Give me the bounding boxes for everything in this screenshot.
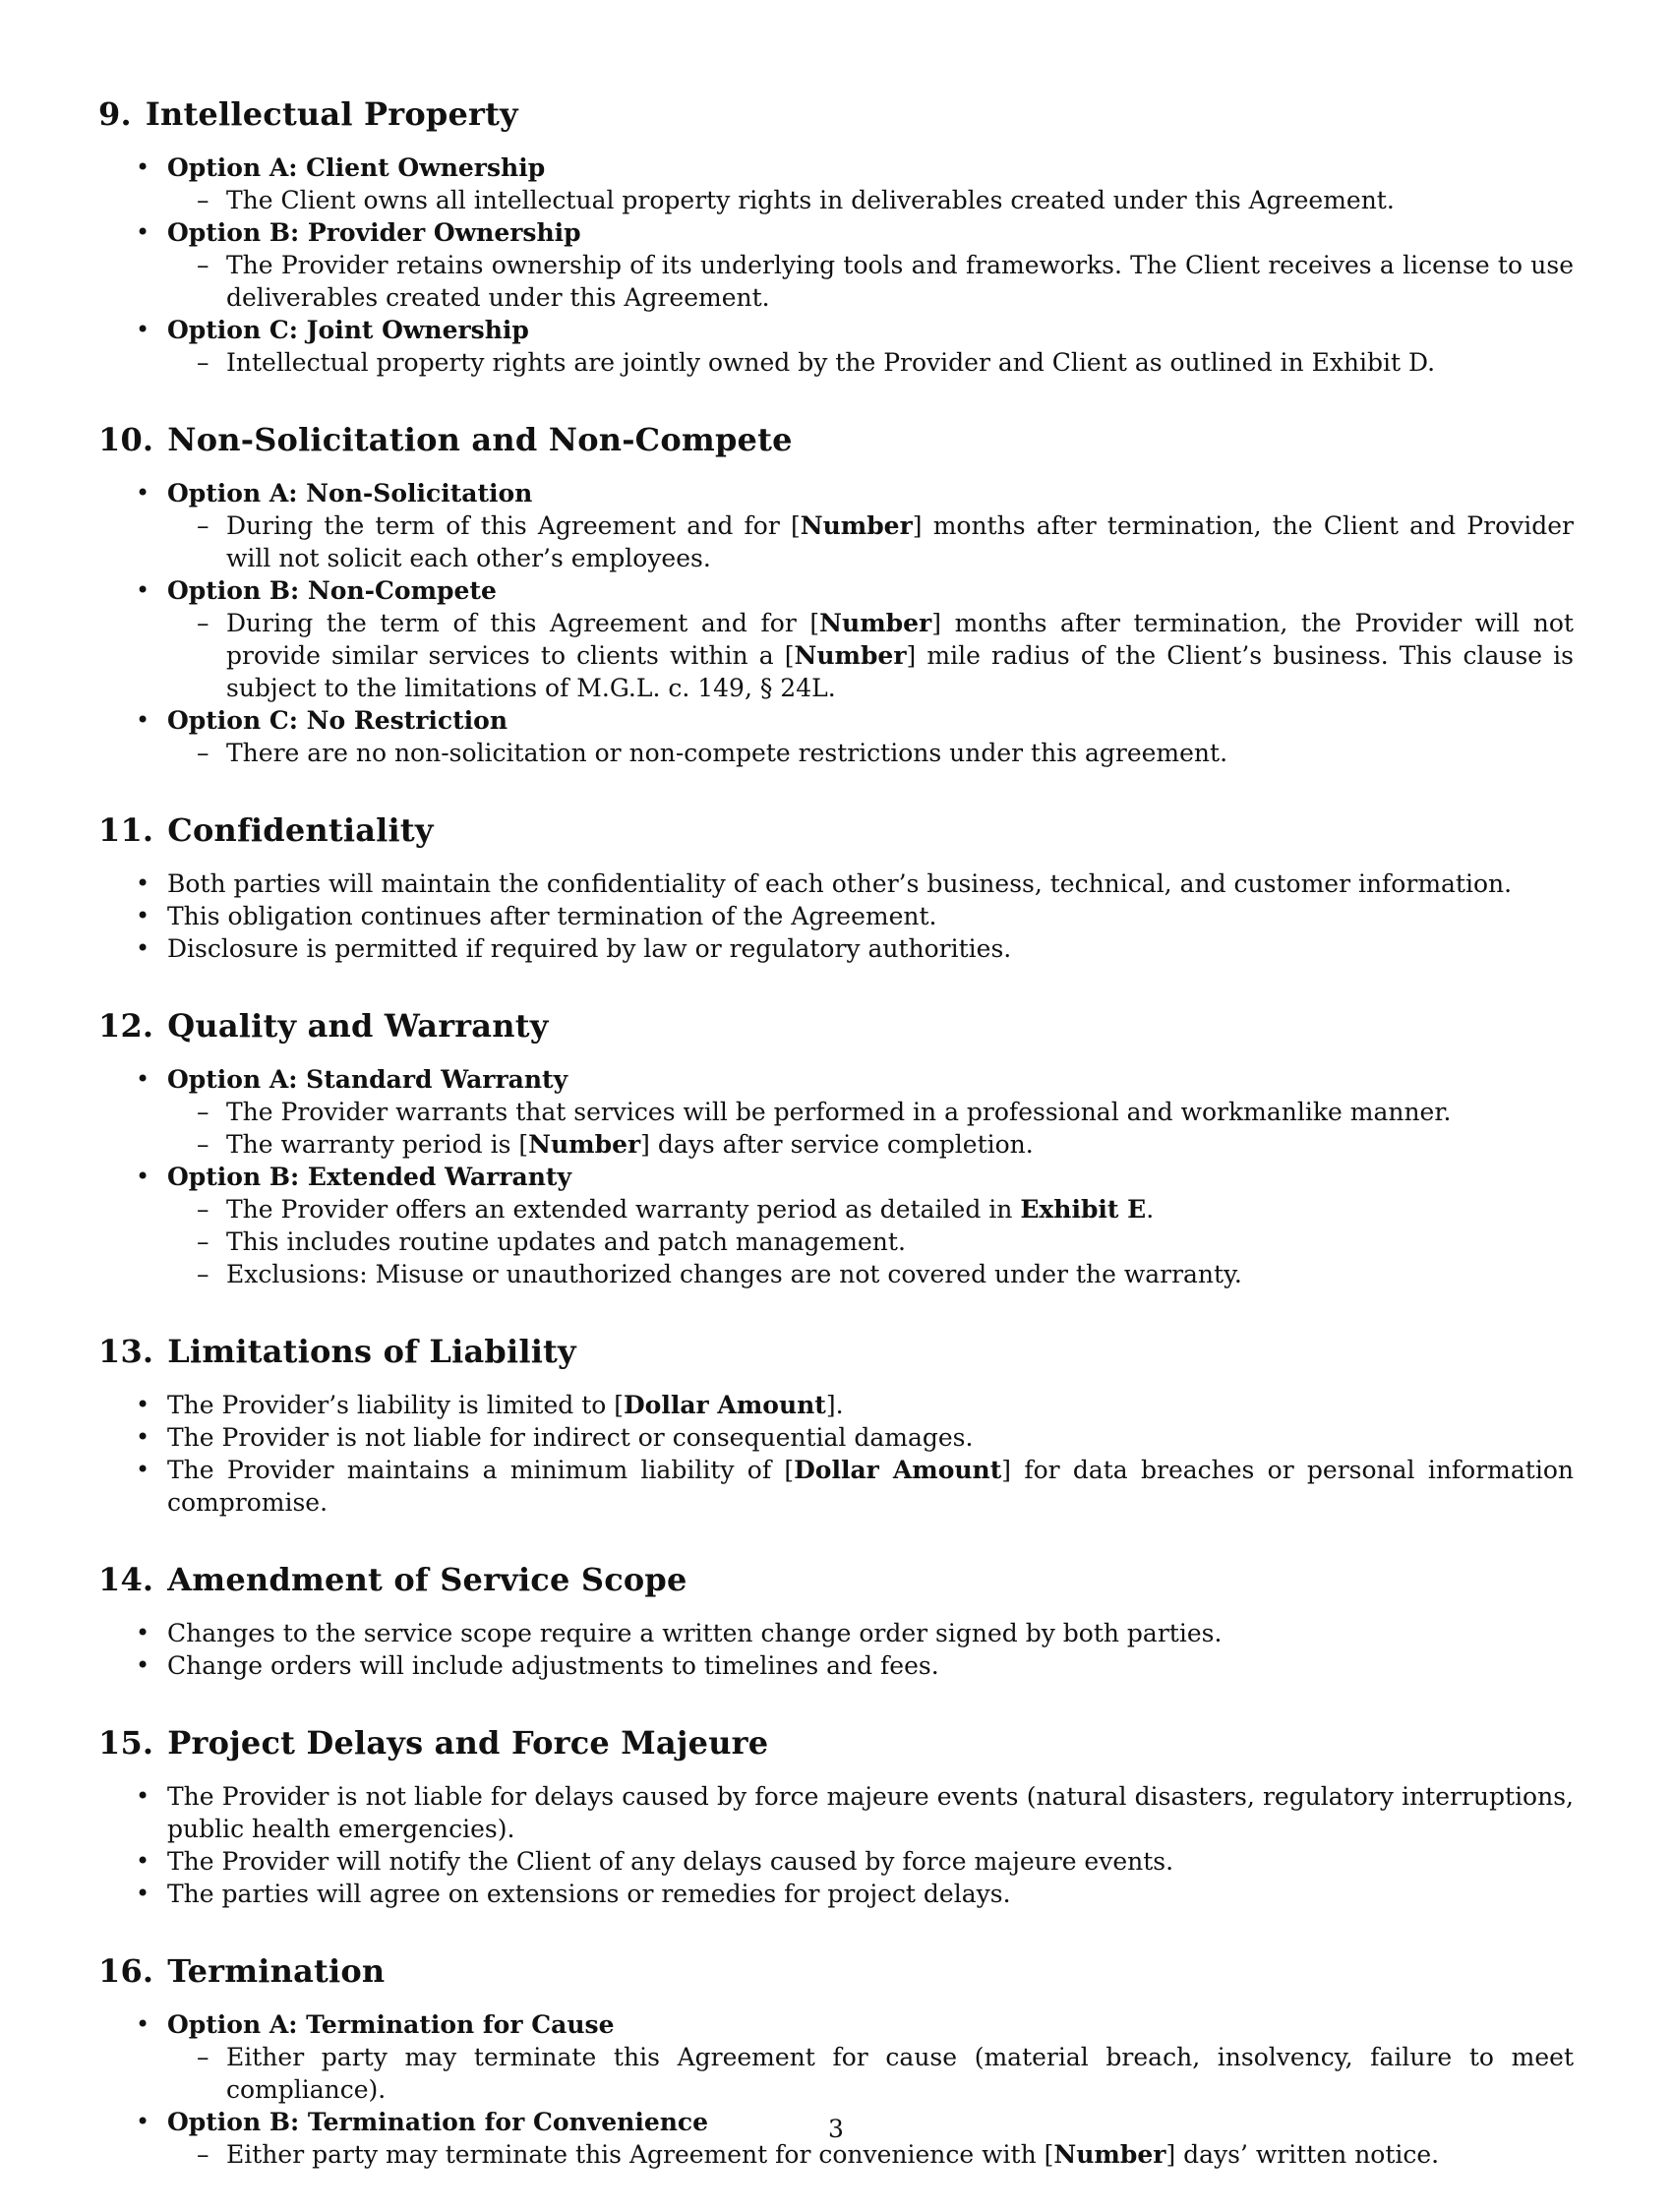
bold-text: Number — [1053, 2140, 1166, 2169]
option-title: • Option B: Extended Warranty — [167, 1163, 571, 1191]
option-title: • Option B: Provider Ownership — [167, 218, 581, 247]
list-item — [98, 151, 1574, 216]
section-title: Amendment of Service Scope — [167, 1561, 687, 1598]
section-title: Quality and Warranty — [167, 1007, 549, 1045]
text-run: The warranty period is [ — [226, 1130, 529, 1159]
section-heading — [98, 1332, 1574, 1371]
section-number: 16. — [98, 1952, 154, 1990]
list-item — [98, 1845, 1574, 1878]
text-run: Exclusions: Misuse or unauthorized changes are not covered under the warranty. — [226, 1260, 1242, 1288]
sub-list — [167, 1193, 1574, 1290]
list-item — [98, 1421, 1574, 1454]
text-run: ] for data breaches or personal information compromise. — [167, 1456, 1574, 1517]
section-title: Non-Solicitation and Non-Compete — [167, 421, 793, 458]
sub-list — [167, 607, 1574, 704]
list-item — [98, 704, 1574, 769]
bullet-list — [98, 1617, 1574, 1682]
bullet-text — [167, 1617, 1574, 1649]
option-title: • Option C: Joint Ownership — [167, 316, 529, 344]
section-amendment-of-service-scope — [98, 1560, 1574, 1682]
section-number: 15. — [98, 1724, 154, 1762]
section-limitations-of-liability — [98, 1332, 1574, 1519]
bullet-list — [98, 1780, 1574, 1910]
text-run: ] months after termination, the Provider will not provide similar services to clients within a [ — [226, 609, 1574, 670]
section-title: Confidentiality — [167, 811, 434, 849]
option-title: • Option A: Standard Warranty — [167, 1065, 568, 1094]
sub-list-item — [167, 1128, 1574, 1161]
section-title: Intellectual Property — [145, 95, 518, 133]
list-item — [98, 867, 1574, 900]
sub-list — [167, 1096, 1574, 1161]
sub-list — [167, 249, 1574, 314]
list-item — [98, 1063, 1574, 1161]
section-quality-and-warranty — [98, 1006, 1574, 1290]
bullet-text — [167, 1780, 1574, 1845]
bullet-text — [167, 932, 1574, 965]
text-run: Either party may terminate this Agreement for convenience with [ — [226, 2140, 1054, 2169]
text-run: The Provider will notify the Client of any delays caused by force majeure events. — [167, 1847, 1174, 1876]
bullet-list — [98, 1063, 1574, 1290]
section-number: 14. — [98, 1561, 154, 1598]
bullet-text — [167, 1421, 1574, 1454]
list-item — [98, 1161, 1574, 1290]
bullet-list — [98, 151, 1574, 379]
bold-text: Number — [800, 511, 913, 540]
section-heading — [98, 94, 1574, 134]
document-page — [98, 94, 1574, 2212]
text-run: The Client owns all intellectual property rights in deliverables created under this Agreement. — [226, 186, 1395, 214]
section-heading — [98, 1951, 1574, 1991]
option-title: • Option A: Termination for Cause — [167, 2010, 615, 2039]
sub-list — [167, 346, 1574, 379]
bold-text: Exhibit E — [1020, 1195, 1147, 1224]
text-run: The Provider retains ownership of its underlying tools and frameworks. The Client receives a license to use deliverables created under this Agreement. — [226, 251, 1574, 312]
sub-list-item — [167, 1096, 1574, 1128]
section-heading — [98, 420, 1574, 459]
list-item — [98, 2008, 1574, 2106]
section-project-delays-and-force-majeure — [98, 1723, 1574, 1910]
sub-list-item — [167, 509, 1574, 574]
section-title: Limitations of Liability — [167, 1333, 576, 1370]
list-item — [98, 216, 1574, 314]
bullet-list — [98, 867, 1574, 965]
sub-list — [167, 2041, 1574, 2106]
sub-list-item — [167, 1226, 1574, 1258]
bold-text: Dollar Amount — [794, 1456, 1002, 1484]
sub-list — [167, 509, 1574, 574]
bold-text: Number — [819, 609, 932, 637]
text-run: ] days’ written notice. — [1165, 2140, 1440, 2169]
text-run: The Provider is not liable for delays caused by force majeure events (natural disasters, regulatory interruptions, public health emergencies). — [167, 1782, 1574, 1843]
page-number: 3 — [828, 2115, 844, 2143]
text-run: This obligation continues after termination of the Agreement. — [167, 902, 937, 930]
section-number: 12. — [98, 1007, 154, 1045]
text-run: Both parties will maintain the confidentiality of each other’s business, technical, and customer information. — [167, 869, 1513, 898]
section-heading — [98, 1006, 1574, 1046]
sub-list-item — [167, 184, 1574, 216]
text-run: ] months after termination, the Client and Provider will not solicit each other’s employees. — [226, 511, 1574, 572]
text-run: Change orders will include adjustments to timelines and fees. — [167, 1651, 939, 1680]
bullet-text — [167, 900, 1574, 932]
text-run: During the term of this Agreement and for [ — [226, 609, 820, 637]
sub-list-item — [167, 737, 1574, 769]
bullet-text — [167, 1454, 1574, 1519]
text-run: . — [1146, 1195, 1155, 1224]
list-item — [98, 1389, 1574, 1421]
list-item — [98, 477, 1574, 574]
sub-list — [167, 184, 1574, 216]
section-number: 9. — [98, 95, 132, 133]
list-item — [98, 932, 1574, 965]
bullet-list — [98, 2008, 1574, 2171]
bold-text: Number — [528, 1130, 641, 1159]
bullet-text — [167, 867, 1574, 900]
text-run: Changes to the service scope require a written change order signed by both parties. — [167, 1619, 1223, 1647]
bullet-text — [167, 1649, 1574, 1682]
text-run: ]. — [825, 1391, 844, 1419]
text-run: Intellectual property rights are jointly owned by the Provider and Client as outlined in Exhibit D. — [226, 348, 1436, 377]
text-run: The Provider is not liable for indirect or consequential damages. — [167, 1423, 974, 1452]
section-title: Termination — [167, 1952, 386, 1990]
sub-list-item — [167, 607, 1574, 704]
text-run: The Provider offers an extended warranty period as detailed in — [226, 1195, 1021, 1224]
sub-list — [167, 737, 1574, 769]
text-run: The Provider maintains a minimum liability of [ — [167, 1456, 795, 1484]
section-heading — [98, 810, 1574, 850]
text-run: ] mile radius of the Client’s business. This clause is subject to the limitations of M.G.L. c. 149, § 24L. — [226, 641, 1574, 702]
text-run: The Provider’s liability is limited to [ — [167, 1391, 624, 1419]
section-title: Project Delays and Force Majeure — [167, 1724, 769, 1762]
text-run: There are no non-solicitation or non-compete restrictions under this agreement. — [226, 739, 1228, 767]
bold-text: Number — [794, 641, 907, 670]
section-confidentiality — [98, 810, 1574, 965]
sub-list-item — [167, 346, 1574, 379]
section-heading — [98, 1723, 1574, 1763]
text-run: Either party may terminate this Agreement for cause (material breach, insolvency, failure to meet compliance). — [226, 2043, 1574, 2104]
bullet-text — [167, 1845, 1574, 1878]
bullet-text — [167, 1878, 1574, 1910]
list-item — [98, 574, 1574, 704]
text-run: During the term of this Agreement and for [ — [226, 511, 801, 540]
list-item — [98, 1617, 1574, 1649]
option-title: • Option C: No Restriction — [167, 706, 508, 735]
bullet-list — [98, 1389, 1574, 1519]
list-item — [98, 900, 1574, 932]
bold-text: Dollar Amount — [624, 1391, 826, 1419]
section-heading — [98, 1560, 1574, 1599]
sub-list-item — [167, 1258, 1574, 1290]
bullet-list — [98, 477, 1574, 769]
list-item — [98, 314, 1574, 379]
text-run: The Provider warrants that services will be performed in a professional and workmanlike manner. — [226, 1098, 1452, 1126]
option-title: • Option A: Client Ownership — [167, 153, 546, 182]
section-non-solicitation-and-non-compete — [98, 420, 1574, 769]
section-number: 11. — [98, 811, 154, 849]
bullet-text — [167, 1389, 1574, 1421]
list-item — [98, 1780, 1574, 1845]
sub-list-item — [167, 2041, 1574, 2106]
sub-list-item — [167, 1193, 1574, 1226]
option-title: • Option A: Non-Solicitation — [167, 479, 533, 508]
sub-list-item — [167, 249, 1574, 314]
list-item — [98, 1454, 1574, 1519]
text-run: ] days after service completion. — [640, 1130, 1034, 1159]
text-run: The parties will agree on extensions or remedies for project delays. — [167, 1880, 1011, 1908]
list-item — [98, 1649, 1574, 1682]
list-item — [98, 1878, 1574, 1910]
text-run: Disclosure is permitted if required by law or regulatory authorities. — [167, 934, 1012, 963]
text-run: This includes routine updates and patch management. — [226, 1227, 906, 1256]
option-title: • Option B: Termination for Convenience — [167, 2108, 709, 2136]
section-number: 13. — [98, 1333, 154, 1370]
section-number: 10. — [98, 421, 154, 458]
option-title: • Option B: Non-Compete — [167, 576, 497, 605]
section-intellectual-property — [98, 94, 1574, 379]
